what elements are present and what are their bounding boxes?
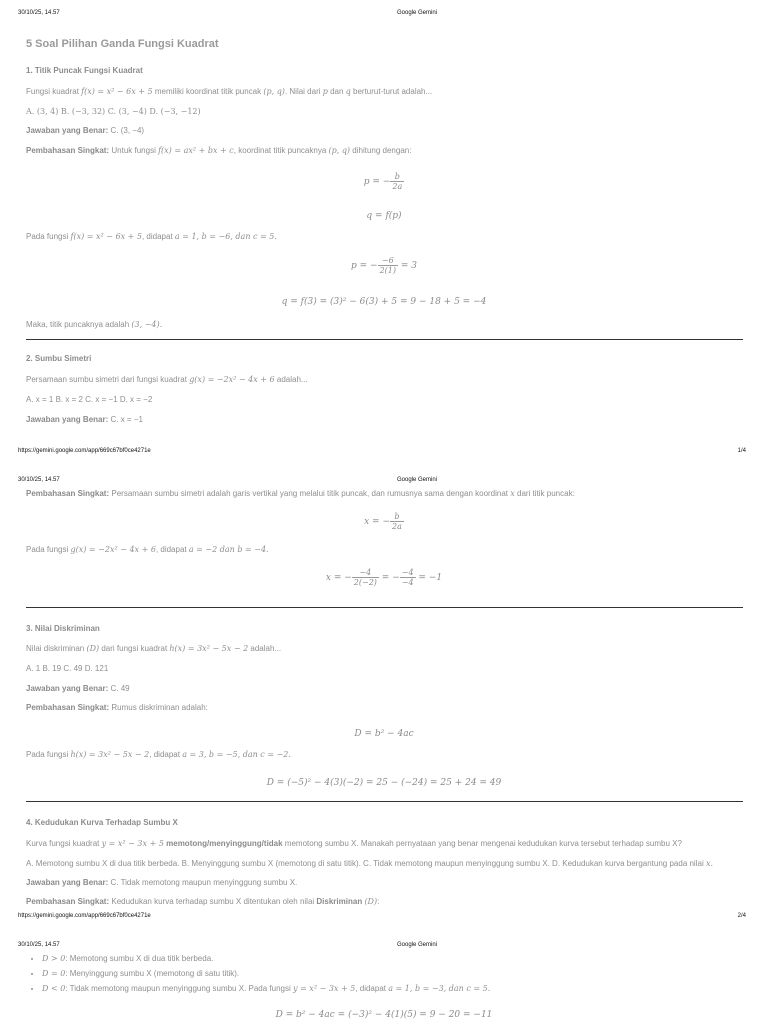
q1-formula-p: p = − $\frac{b}{2a}$ bbox=[363, 172, 403, 191]
q3-heading: 3. Nilai Diskriminan bbox=[26, 624, 100, 633]
q2-options: A. x = 1 B. x = 2 C. x = −1 D. x = −2 bbox=[26, 395, 153, 404]
q2-stem: Persamaan sumbu simetri dari fungsi kuadrat g(x) = −2x² − 4x + 6 adalah... bbox=[26, 375, 308, 384]
q4-stem: Kurva fungsi kuadrat y = x² − 3x + 5 memotong/menyinggung/tidak memotong sumbu X. Manakah pernyataan yang benar mengenai kedudukan kurva tersebut terhadap sumbu X? bbox=[26, 839, 682, 848]
q3-options: A. 1 B. 19 C. 49 D. 121 bbox=[26, 664, 109, 673]
print-header-datetime: 30/10/25, 14.57 bbox=[18, 942, 60, 948]
discriminant-rules-list bbox=[30, 954, 490, 999]
q2-given: Pada fungsi g(x) = −2x² − 4x + 6, didapat a = −2 dan b = −4. bbox=[26, 545, 269, 554]
q1-discussion: Pembahasan Singkat: Untuk fungsi f(x) = ax² + bx + c, koordinat titik puncaknya (p, q) dihitung dengan: bbox=[26, 146, 412, 155]
q1-given: Pada fungsi f(x) = x² − 6x + 5, didapat a = 1, b = −6, dan c = 5. bbox=[26, 232, 277, 241]
print-header-datetime: 30/10/25, 14.57 bbox=[18, 10, 60, 16]
list-item: • D > 0: Memotong sumbu X di dua titik berbeda. bbox=[42, 954, 490, 963]
q4-heading: 4. Kedudukan Kurva Terhadap Sumbu X bbox=[26, 818, 178, 827]
q3-discussion: Pembahasan Singkat: Rumus diskriminan adalah: bbox=[26, 703, 208, 712]
q2-heading: 2. Sumbu Simetri bbox=[26, 354, 92, 363]
page-number: 1/4 bbox=[737, 448, 746, 454]
list-item: • D < 0: Tidak memotong maupun menyinggung sumbu X. Pada fungsi y = x² − 3x + 5, didapat a = 1, b = −3, dan c = 5. bbox=[42, 984, 490, 993]
q4-answer: Jawaban yang Benar: C. Tidak memotong maupun menyinggung sumbu X. bbox=[26, 878, 298, 887]
q3-given: Pada fungsi h(x) = 3x² − 5x − 2, didapat a = 3, b = −5, dan c = −2. bbox=[26, 750, 291, 759]
q1-conclusion: Maka, titik puncaknya adalah (3, −4). bbox=[26, 320, 163, 329]
q1-options: A. (3, 4) B. (−3, 32) C. (3, −4) D. (−3, −12) bbox=[26, 107, 201, 116]
q1-heading: 1. Titik Puncak Fungsi Kuadrat bbox=[26, 66, 143, 75]
print-header-site: Google Gemini bbox=[397, 477, 438, 483]
section-divider bbox=[26, 339, 743, 340]
q1-stem: Fungsi kuadrat f(x) = x² − 6x + 5 memiliki koordinat titik puncak (p, q). Nilai dari p dan q berturut-turut adalah... bbox=[26, 87, 433, 96]
q1-calc-q: q = f(3) = (3)² − 6(3) + 5 = 9 − 18 + 5 = −4 bbox=[281, 297, 487, 307]
q1-calc-p: p = − $\frac{-6}{2(1)}$ = 3 bbox=[350, 256, 417, 275]
q1-formula-q: q = f(p) bbox=[366, 211, 402, 221]
section-divider bbox=[26, 801, 743, 802]
document-title: 5 Soal Pilihan Ganda Fungsi Kuadrat bbox=[26, 38, 219, 50]
q2-formula: x = − $\frac{b}{2a}$ bbox=[364, 512, 402, 531]
print-header-datetime: 30/10/25, 14.57 bbox=[18, 477, 60, 483]
q3-answer: Jawaban yang Benar: C. 49 bbox=[26, 684, 130, 693]
print-header-site: Google Gemini bbox=[397, 10, 438, 16]
section-divider bbox=[26, 607, 743, 608]
q4-options: A. Memotong sumbu X di dua titik berbeda. B. Menyinggung sumbu X (memotong di satu titik). C. Tidak memotong maupun menyinggung sumbu X. D. Kedudukan kurva bergantung pada nilai x. bbox=[26, 859, 713, 868]
print-footer-url: https://gemini.google.com/app/669c67bf0ce4271e bbox=[18, 913, 151, 919]
page-number: 2/4 bbox=[737, 913, 746, 919]
print-header-site: Google Gemini bbox=[397, 942, 438, 948]
q3-formula: D = b² − 4ac bbox=[354, 729, 414, 739]
q2-answer: Jawaban yang Benar: C. x = −1 bbox=[26, 415, 143, 424]
q4-calc: D = b² − 4ac = (−3)² − 4(1)(5) = 9 − 20 = −11 bbox=[275, 1010, 493, 1020]
q2-calc: x = − $\frac{-4}{2(-2)}$ = − $\frac{-4}{-4}$ = −1 bbox=[325, 568, 443, 587]
q3-calc: D = (−5)² − 4(3)(−2) = 25 − (−24) = 25 + 24 = 49 bbox=[266, 778, 502, 788]
q1-answer: Jawaban yang Benar: C. (3, −4) bbox=[26, 126, 145, 135]
print-footer-url: https://gemini.google.com/app/669c67bf0ce4271e bbox=[18, 448, 151, 454]
q3-stem: Nilai diskriminan (D) dari fungsi kuadrat h(x) = 3x² − 5x − 2 adalah... bbox=[26, 644, 282, 653]
list-item: • D = 0: Menyinggung sumbu X (memotong di satu titik). bbox=[42, 969, 490, 978]
q2-discussion: Pembahasan Singkat: Persamaan sumbu simetri adalah garis vertikal yang melalui titik puncak, dan rumusnya sama dengan koordinat x dari titik puncak: bbox=[26, 489, 575, 498]
q4-discussion: Pembahasan Singkat: Kedudukan kurva terhadap sumbu X ditentukan oleh nilai Diskriminan (D): bbox=[26, 897, 380, 906]
